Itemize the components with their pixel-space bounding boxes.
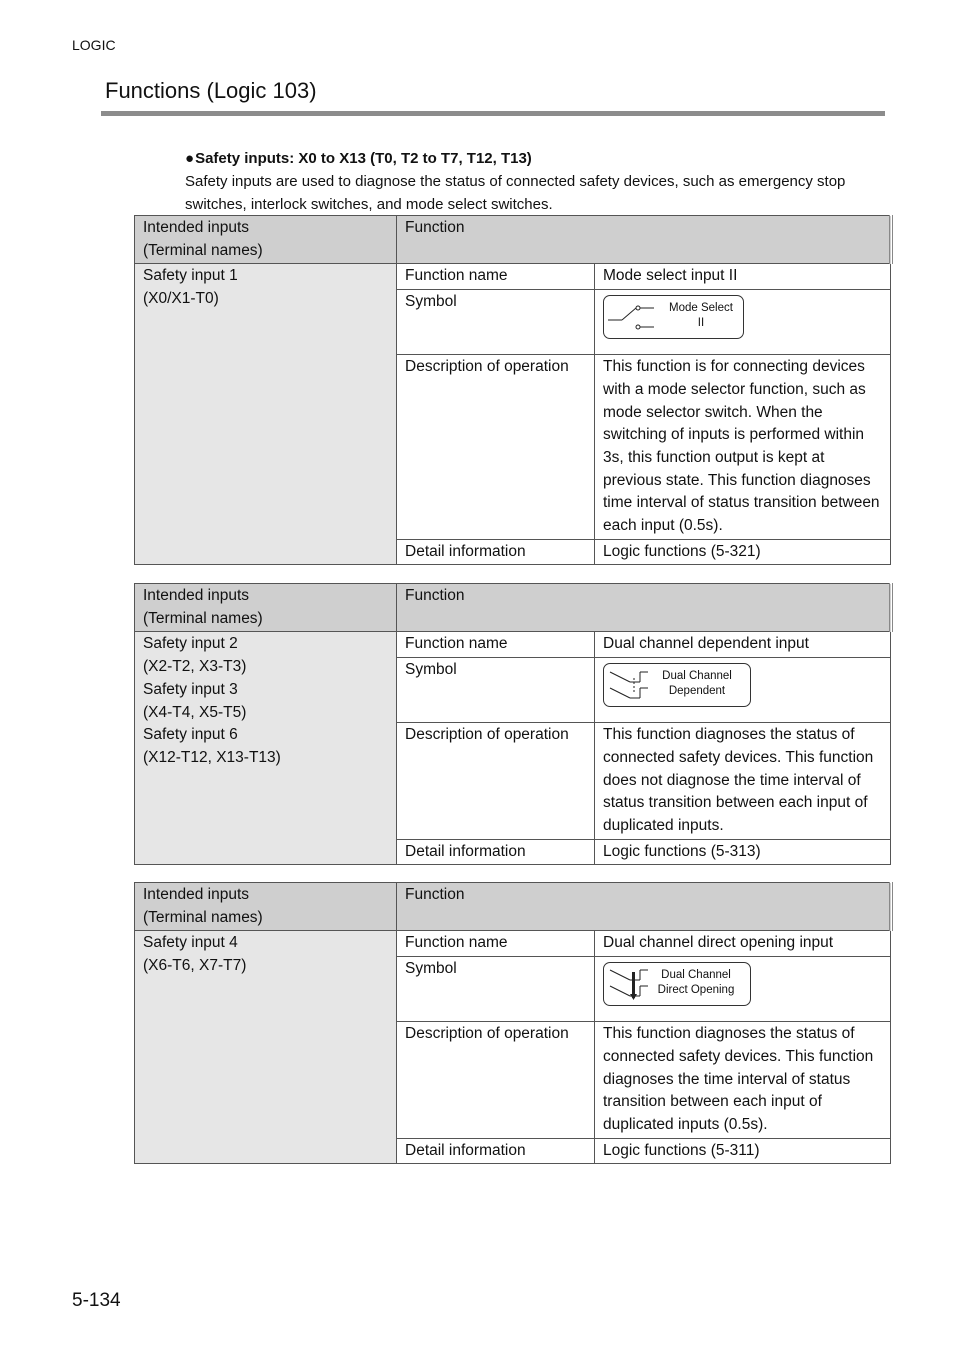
symbol-caption-line: Dual Channel [661, 969, 731, 982]
input-line: (X12-T12, X13-T13) [143, 748, 281, 766]
header-left-line: Intended inputs [143, 886, 250, 903]
input-line: (X2-T2, X3-T3) [143, 658, 247, 676]
input-line: Safety input 1 [143, 267, 238, 285]
header-intended-inputs [135, 883, 397, 931]
dual-channel-direct-opening-symbol [603, 962, 751, 1006]
description-value: This function diagnoses the status of connected safety devices. This function does not diagnose the time interval of status transition between each input of duplicated inputs. [595, 723, 891, 840]
function-name-label: Function name [397, 632, 595, 658]
header-left-line: (Terminal names) [143, 241, 263, 259]
intended-inputs-cell [135, 632, 397, 865]
input-line: Safety input 4 [143, 934, 238, 952]
title-rule [101, 111, 885, 116]
description-value: This function is for connecting devices with a mode selector function, such as mode selector switch. When the switching of inputs is performed within 3s, this function output is kept at previous state. This function diagnoses time interval of status transition between each input (0.5s). [595, 355, 891, 540]
function-name-value: Mode select input II [595, 264, 891, 290]
intro [185, 147, 885, 216]
input-line: Safety input 3 [143, 680, 238, 698]
function-name-value: Dual channel dependent input [595, 632, 891, 658]
header-left-line: (Terminal names) [143, 908, 263, 926]
detail-label: Detail information [397, 839, 595, 865]
symbol-cell [595, 658, 891, 723]
mode-select-symbol [603, 295, 744, 339]
function-table-dual-direct-opening [134, 882, 893, 1164]
symbol-caption [650, 968, 742, 998]
symbol-caption [666, 301, 736, 331]
symbol-label: Symbol [397, 290, 595, 355]
input-line: Safety input 6 [143, 726, 238, 744]
intro-text: Safety inputs are used to diagnose the status of connected safety devices, such as emergency stop switches, interlock switches, and mode select switches. [185, 173, 846, 213]
detail-value: Logic functions (5-321) [595, 539, 891, 565]
input-line: Safety input 2 [143, 635, 238, 653]
detail-value: Logic functions (5-313) [595, 839, 891, 865]
intended-inputs-cell [135, 931, 397, 1164]
symbol-cell [595, 290, 891, 355]
header-function: Function [397, 584, 891, 632]
function-name-label: Function name [397, 931, 595, 957]
symbol-caption-line: Direct Opening [657, 984, 735, 997]
bullet-icon: ● [185, 150, 195, 167]
detail-label: Detail information [397, 1138, 595, 1164]
input-line: (X4-T4, X5-T5) [143, 703, 247, 721]
intro-heading [185, 147, 885, 170]
description-label: Description of operation [397, 355, 595, 540]
input-line: (X6-T6, X7-T7) [143, 957, 247, 975]
symbol-label: Symbol [397, 957, 595, 1022]
header-function: Function [397, 883, 891, 931]
function-name-value: Dual channel direct opening input [595, 931, 891, 957]
symbol-caption-line: Dependent [668, 685, 726, 698]
header-intended-inputs [135, 584, 397, 632]
header-left-line: Intended inputs [143, 587, 250, 604]
dual-channel-direct-opening-icon [608, 967, 656, 1001]
description-label: Description of operation [397, 723, 595, 840]
mode-select-switch-icon [608, 300, 664, 334]
symbol-cell [595, 957, 891, 1022]
symbol-caption-line: Mode Select [669, 302, 733, 315]
section-tag: LOGIC [72, 37, 116, 53]
function-table-dual-dependent [134, 583, 893, 865]
function-table-mode-select [134, 215, 893, 565]
symbol-caption [654, 669, 740, 699]
input-line: (X0/X1-T0) [143, 290, 219, 308]
description-value: This function diagnoses the status of connected safety devices. This function diagnoses the time interval of status transition between each input of duplicated inputs (0.5s). [595, 1022, 891, 1139]
symbol-caption-line: II [697, 317, 705, 330]
page-title: Functions (Logic 103) [105, 78, 317, 103]
detail-value: Logic functions (5-311) [595, 1138, 891, 1164]
header-left-line: Intended inputs [143, 219, 250, 236]
dual-channel-dependent-icon [608, 668, 656, 702]
header-left-line: (Terminal names) [143, 609, 263, 627]
symbol-label: Symbol [397, 658, 595, 723]
page-number: 5-134 [72, 1290, 121, 1311]
description-label: Description of operation [397, 1022, 595, 1139]
dual-channel-dependent-symbol [603, 663, 751, 707]
intro-heading-text: Safety inputs: X0 to X13 (T0, T2 to T7, T12, T13) [195, 150, 532, 167]
header-function: Function [397, 216, 891, 264]
function-name-label: Function name [397, 264, 595, 290]
intended-inputs-cell [135, 264, 397, 565]
symbol-caption-line: Dual Channel [662, 670, 732, 683]
header-intended-inputs [135, 216, 397, 264]
detail-label: Detail information [397, 539, 595, 565]
